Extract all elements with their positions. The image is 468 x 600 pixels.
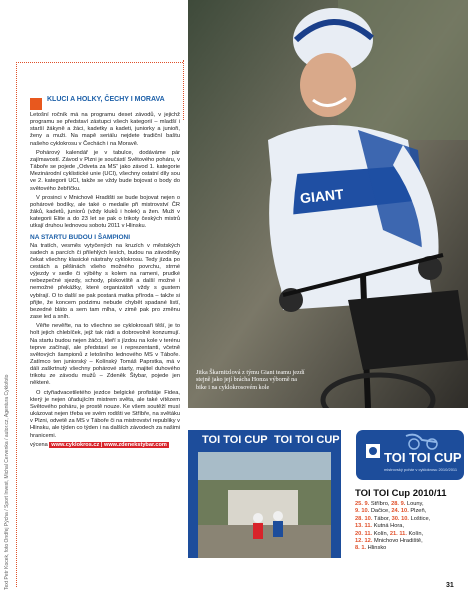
arch-banner-right: TOI TOI CUP — [274, 434, 340, 446]
article-text-column — [30, 96, 180, 449]
schedule-item: 12. 12. Mnichovo Hradiště, — [355, 538, 423, 545]
decorative-frame-right — [180, 60, 184, 120]
orange-square-icon — [30, 98, 42, 110]
main-photo-illustration — [188, 0, 468, 408]
schedule-row — [355, 545, 465, 552]
section2-paragraph: Na tratích, vesměs vytyčených na kruzích v městských sadech a parcích či přilehlých lesích, budou na závodníky čekat všechny klasické nástrahy cyklokrosu. Tedy jízda po cestách a pěšinách všeho možného povrchu, strmé výjezdy v sedle či výběhy s kolem na rameni, prudké nebezpečné sjezdy, schody, pískoviště a další možné i nemožné překážky, které organizátoři vždy s gustem vybírají. O to další se pak postará matka příroda – takže si přijte, že koncem podzimu nebude chybět spadané listí, bezedné bláto a sem tam mlha, v zimě pak pro změnu zase led a sníh. — [30, 242, 180, 321]
main-photo-cyclist — [188, 0, 468, 408]
schedule-row — [355, 501, 465, 508]
logo-main-text: TOI TOI CUP — [384, 450, 462, 465]
race-photo-illustration — [188, 430, 341, 558]
section1-title: KLUCI A HOLKY, ČECHY I MORAVA — [47, 96, 165, 103]
schedule-row — [355, 508, 465, 515]
arch-banner-left: TOI TOI CUP — [202, 434, 268, 446]
section1-paragraph: Pohárový kalendář je v tabulce, dodáváme pár zajímavostí. Závod v Plzni je součástí Světového poháru, v Táboře se pojede „Odveta za MS“ jako závod 1. kategorie Mezinárodní cyklistické unie (UCI), všechny ostatní díly sou ve 2. kategorii UCI, takže se vždy bude bojovat o body do světového žebříčku. — [30, 149, 180, 192]
schedule-item: 8. 1. Hlinsko — [355, 545, 387, 552]
section2-title: NA STARTU BUDOU I ŠAMPIONI — [30, 233, 131, 241]
toi-toi-cup-logo — [356, 430, 464, 480]
schedule-item: 20. 11. Kolín, — [355, 530, 389, 537]
race-schedule — [355, 488, 465, 553]
section2-paragraph: Věřte nevěřte, na to všechno se cyklokrosaři těší, je to holt jejich chlebíček, jejž tak rádi a dobrovolně konzumují. Na startu budou nejen žáčci, kteří s jízdou na kole v terénu teprve začínají, ale představí se i reprezentanti, včetně světových šampionů z letošního lednového MS v Táboře. Zatímco ten juniorský – Kolínský Tomáš Paprstka, má v dáli zaškrtnutý všechny pohárové starty, majitel duhového trikotu ze závodu mužů – Zdeněk Štybar, pojede jen některé. — [30, 323, 180, 387]
link-cyklokros[interactable]: www.cyklokros.cz | www.zdenekstybar.com — [51, 441, 167, 448]
schedule-item: 24. 10. Plzeň, — [391, 508, 427, 515]
schedule-item: 28. 9. Louny, — [391, 501, 424, 507]
schedule-list — [355, 501, 465, 553]
schedule-item: 13. 11. Kutná Hora, — [355, 523, 405, 530]
links-line — [30, 442, 180, 449]
schedule-row — [355, 538, 465, 545]
section1-paragraph: Letošní ročník má na programu deset závodů, v jejichž programu se představí zástupci všech kategorií – mladší i starší žákyně a žáci, kadetky a kadeti, juniorky a junioři, ženy a muži. Na mapě seriálu nejdete tradiční baštu našeho cyklokrosu v Čechách i na Moravě. — [30, 112, 180, 147]
schedule-item: 25. 9. Stříbro, — [355, 501, 390, 507]
schedule-row — [355, 516, 465, 523]
section1-paragraph: V prosinci v Mnichově Hradišti se bude bojovat nejen o pohárové bodíky, ale také o medaile při mistrovství ČR žáků, kadetů, juniorů (vždy kluků i holek) a žen. Muži v kategorii Elite a do 23 let se pak o trikoty českých mistrů utkají druhou lednovou sobotu 2011 v Hlinsku. — [30, 194, 180, 230]
photo-credit: Text Petr Kocek, foto Ondřej Pýcha / Sport Invest, Michal Červenka / autor.cz, Agentura Cyklofoto — [4, 374, 10, 590]
race-start-photo — [188, 430, 341, 558]
schedule-row — [355, 523, 465, 530]
photo-caption: Jitka Škarnitzlová z týmu Giant teamu jezdí stejně jako její brácha Honza výborně na bike i na cyklokrosovém kole — [196, 369, 305, 391]
section2-paragraph: O ctyřiadvacetiletého jezdce belgické profistáje Fidea, který je nejen úřadujícím mistrem světa, ale také vítězem Světového poháru, je prostě nouze. Ke všem soutěží musí ukázovat nejen třeba ve svém rodišti ve Stříbře, na světáku v Plzni, odvetě za MS v Táboře či na mistrovství republiky v Hlinsku, ale týden co týden i na dalších závodech za našimi hranicemi. — [30, 389, 180, 439]
logo-sub-text: mistrovský pohár v cyklokrosu 2010/2011 — [384, 467, 458, 472]
schedule-item: 9. 10. Dačice, — [355, 508, 390, 515]
schedule-item: 28. 10. Tábor, — [355, 515, 391, 522]
schedule-item: 21. 11. Kolín, — [389, 530, 424, 537]
schedule-row — [355, 531, 465, 538]
schedule-item: 30. 10. Loštice, — [391, 515, 431, 522]
jersey-brand-text: GIANT — [299, 185, 345, 207]
links-prefix: výcena — [30, 441, 48, 448]
page-number: 31 — [446, 582, 454, 589]
schedule-title: TOI TOI Cup 2010/11 — [355, 488, 447, 499]
section1-header — [30, 96, 180, 110]
